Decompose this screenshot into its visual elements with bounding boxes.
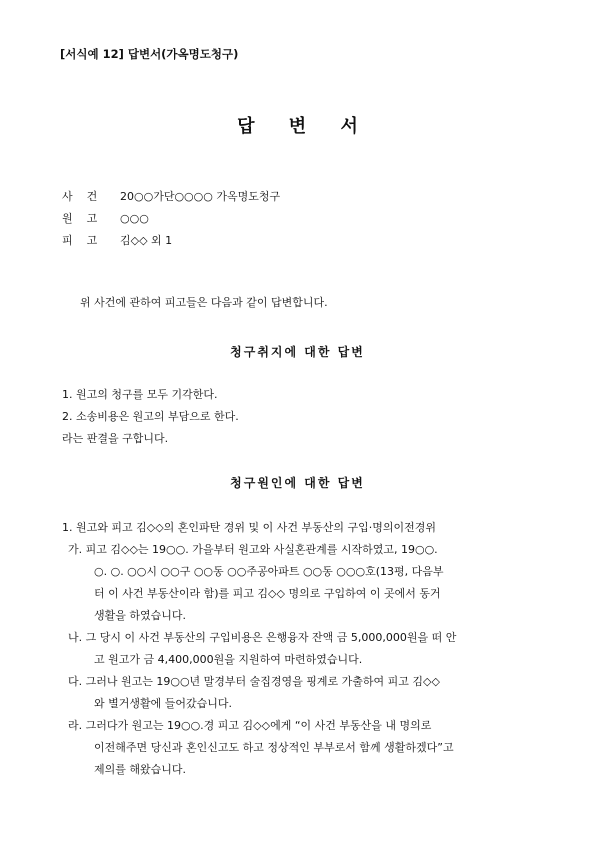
claim-item-1: 1. 원고의 청구를 모두 기각한다.: [62, 388, 218, 401]
case-info-row-plaintiff: [62, 210, 149, 226]
cause-item-1: 1. 원고와 피고 김◇◇의 혼인파탄 경위 및 이 사건 부동산의 구입·명의이전경위: [62, 521, 437, 534]
defendant-label: 피고: [62, 234, 112, 247]
cause-item-da-line1: 다. 그러나 원고는 19○○년 말경부터 술집경영을 핑계로 가출하여 피고 김◇◇: [68, 675, 440, 688]
case-info-row-defendant: [62, 232, 172, 248]
plaintiff-label: 원고: [62, 212, 112, 225]
form-label: [서식예 12] 답변서(가옥명도청구): [60, 47, 239, 61]
cause-item-ra-line3: 제의를 해왔습니다.: [94, 763, 187, 776]
case-label: 사건: [62, 190, 112, 203]
case-value: 20○○가단○○○○ 가옥명도청구: [120, 190, 281, 203]
claim-closing: 라는 판결을 구합니다.: [62, 432, 169, 445]
document-title: 답 변 서: [237, 116, 372, 137]
cause-item-na-line2: 고 원고가 금 4,400,000원을 지원하여 마련하였습니다.: [94, 653, 363, 666]
claim-item-2: 2. 소송비용은 원고의 부담으로 한다.: [62, 410, 239, 423]
intro-paragraph: 위 사건에 관하여 피고들은 다음과 같이 답변합니다.: [80, 296, 328, 309]
cause-item-ra-line1: 라. 그러다가 원고는 19○○.경 피고 김◇◇에게 “이 사건 부동산을 내 명의로: [68, 719, 432, 732]
plaintiff-value: ○○○: [120, 212, 149, 225]
cause-item-ga-line4: 생활을 하였습니다.: [94, 609, 187, 622]
cause-item-ga-line3: 터 이 사건 부동산이라 함)를 피고 김◇◇ 명의로 구입하여 이 곳에서 동거: [94, 587, 441, 600]
defendant-value: 김◇◇ 외 1: [120, 234, 173, 247]
cause-item-ra-line2: 이전해주면 당신과 혼인신고도 하고 정상적인 부부로서 함께 생활하겠다”고: [94, 741, 454, 754]
section-heading-cause: 청구원인에 대한 답변: [230, 476, 365, 490]
section-heading-claim: 청구취지에 대한 답변: [230, 345, 365, 359]
cause-item-na-line1: 나. 그 당시 이 사건 부동산의 구입비용은 은행융자 잔액 금 5,000,000원을 떠 안: [68, 631, 457, 644]
cause-item-ga-line1: 가. 피고 김◇◇는 19○○. 가을부터 원고와 사실혼관계를 시작하였고, 19○○.: [68, 543, 438, 556]
cause-item-da-line2: 와 별거생활에 들어갔습니다.: [94, 697, 233, 710]
cause-item-ga-line2: ○. ○. ○○시 ○○구 ○○동 ○○주공아파트 ○○동 ○○○호(13평, 다음부: [94, 565, 444, 578]
case-info-row-case: [62, 188, 280, 204]
